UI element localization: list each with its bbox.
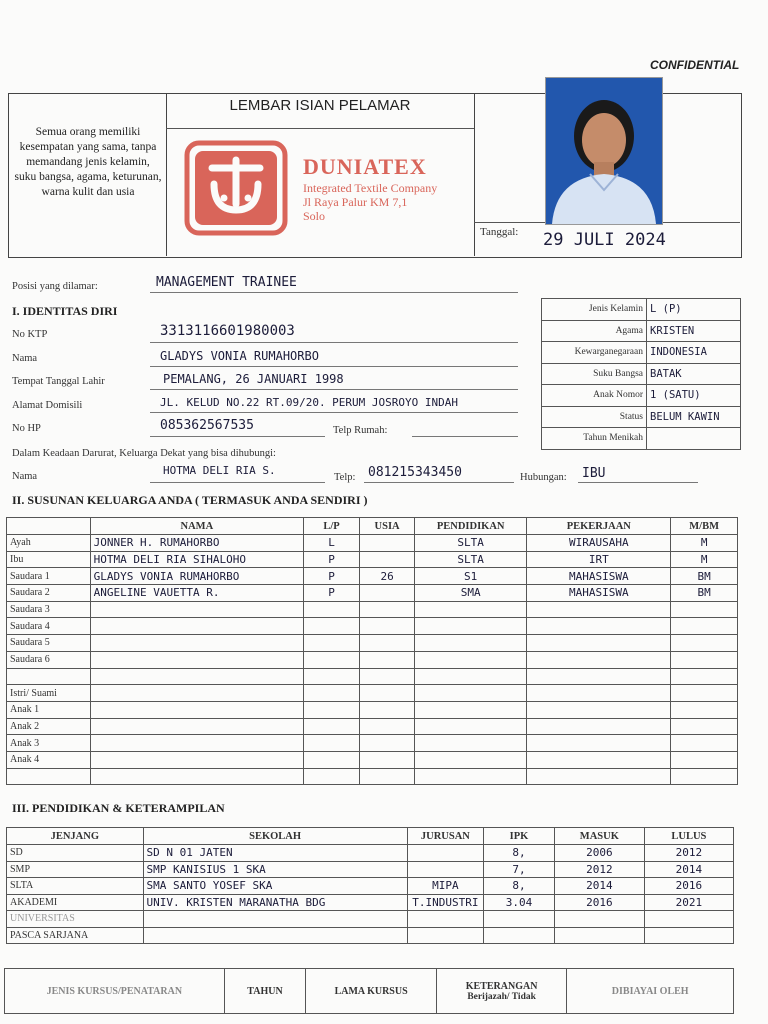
personal-info-value: KRISTEN: [647, 320, 741, 342]
family-cell: MAHASISWA: [527, 568, 671, 585]
personal-info-label: Suku Bangsa: [542, 363, 647, 385]
emergency-relation-label: Hubungan:: [520, 472, 567, 483]
family-cell: [360, 535, 415, 552]
education-cell: 7,: [484, 861, 555, 878]
personal-info-label: Anak Nomor: [542, 385, 647, 407]
company-subtitle: Integrated Textile Company: [303, 181, 438, 195]
confidential-label: CONFIDENTIAL: [650, 58, 740, 72]
family-cell: [360, 651, 415, 668]
education-cell: SD N 01 JATEN: [143, 845, 407, 862]
family-row: [7, 701, 738, 718]
education-cell: [407, 861, 483, 878]
education-row: [7, 878, 734, 895]
family-cell: [90, 751, 303, 768]
family-cell: [671, 651, 738, 668]
family-table: [6, 517, 738, 785]
family-row-label: Anak 2: [7, 718, 91, 735]
emergency-phone-value: 081215343450: [368, 465, 462, 480]
education-cell: [407, 911, 483, 928]
education-level: UNIVERSITAS: [7, 911, 144, 928]
education-column-header: IPK: [484, 828, 555, 845]
family-row-label: [7, 668, 91, 685]
family-cell: [527, 635, 671, 652]
family-column-header: [7, 518, 91, 535]
personal-info-row: [542, 299, 741, 321]
education-row: [7, 927, 734, 944]
courses-table: [4, 968, 734, 1014]
family-row: [7, 718, 738, 735]
family-cell: M: [671, 551, 738, 568]
education-level: SD: [7, 845, 144, 862]
family-cell: 26: [360, 568, 415, 585]
family-row: [7, 601, 738, 618]
family-cell: [304, 635, 360, 652]
hp-value: 085362567535: [160, 418, 254, 433]
personal-info-row: [542, 342, 741, 364]
family-cell: [527, 685, 671, 702]
family-cell: [415, 618, 527, 635]
family-cell: SLTA: [415, 551, 527, 568]
family-cell: P: [304, 568, 360, 585]
family-cell: [304, 751, 360, 768]
personal-info-value: INDONESIA: [647, 342, 741, 364]
personal-info-label: Status: [542, 406, 647, 428]
education-cell: SMA SANTO YOSEF SKA: [143, 878, 407, 895]
ktp-value: 3313116601980003: [160, 323, 295, 339]
family-cell: ANGELINE VAUETTA R.: [90, 585, 303, 602]
family-row: [7, 635, 738, 652]
family-cell: BM: [671, 568, 738, 585]
family-row-label: Anak 4: [7, 751, 91, 768]
family-cell: [415, 668, 527, 685]
personal-info-value: [647, 428, 741, 450]
education-cell: 2014: [644, 861, 733, 878]
family-row: [7, 551, 738, 568]
education-column-header: LULUS: [644, 828, 733, 845]
family-row: [7, 751, 738, 768]
family-cell: [527, 668, 671, 685]
family-cell: [527, 735, 671, 752]
personal-info-value: BATAK: [647, 363, 741, 385]
family-cell: [360, 618, 415, 635]
education-cell: 2014: [554, 878, 644, 895]
family-cell: [304, 768, 360, 785]
education-cell: 8,: [484, 878, 555, 895]
personal-info-label: Jenis Kelamin: [542, 299, 647, 321]
education-cell: 2016: [644, 878, 733, 895]
education-row: [7, 861, 734, 878]
family-cell: [527, 718, 671, 735]
education-cell: [143, 927, 407, 944]
family-cell: [671, 685, 738, 702]
family-cell: SLTA: [415, 535, 527, 552]
personal-info-row: [542, 385, 741, 407]
course-column-header: TAHUN: [224, 969, 306, 1014]
personal-info-row: [542, 406, 741, 428]
family-cell: [527, 751, 671, 768]
family-cell: [304, 668, 360, 685]
family-cell: [90, 635, 303, 652]
family-cell: [90, 618, 303, 635]
family-column-header: USIA: [360, 518, 415, 535]
family-cell: [671, 635, 738, 652]
family-cell: [527, 701, 671, 718]
company-address: Jl Raya Palur KM 7,1: [303, 195, 408, 209]
family-cell: [415, 701, 527, 718]
family-cell: [360, 668, 415, 685]
personal-info-label: Tahun Menikah: [542, 428, 647, 450]
ktp-label: No KTP: [12, 329, 48, 340]
company-city: Solo: [303, 209, 326, 223]
company-name: DUNIATEX: [303, 154, 427, 179]
family-cell: [360, 701, 415, 718]
family-column-header: L/P: [304, 518, 360, 535]
birth-label: Tempat Tanggal Lahir: [12, 376, 105, 387]
family-cell: MAHASISWA: [527, 585, 671, 602]
education-column-header: MASUK: [554, 828, 644, 845]
date-value: 29 JULI 2024: [543, 230, 666, 250]
personal-info-label: Agama: [542, 320, 647, 342]
family-cell: [360, 685, 415, 702]
personal-info-label: Kewarganegaraan: [542, 342, 647, 364]
family-cell: [360, 768, 415, 785]
education-cell: 3.04: [484, 894, 555, 911]
emergency-relation-value: IBU: [582, 466, 606, 481]
family-row: [7, 585, 738, 602]
family-column-header: PENDIDIKAN: [415, 518, 527, 535]
family-row: [7, 735, 738, 752]
family-cell: L: [304, 535, 360, 552]
applicant-photo: [545, 77, 663, 225]
family-cell: [90, 685, 303, 702]
family-cell: [304, 618, 360, 635]
education-cell: SMP KANISIUS 1 SKA: [143, 861, 407, 878]
family-cell: [360, 551, 415, 568]
hp-label: No HP: [12, 423, 41, 434]
education-column-header: JURUSAN: [407, 828, 483, 845]
address-label: Alamat Domisili: [12, 400, 83, 411]
birth-value: PEMALANG, 26 JANUARI 1998: [163, 372, 344, 386]
education-cell: [554, 911, 644, 928]
family-cell: [415, 651, 527, 668]
education-cell: [484, 911, 555, 928]
family-cell: [90, 735, 303, 752]
family-row: [7, 568, 738, 585]
family-row-label: Ayah: [7, 535, 91, 552]
section-education-heading: III. PENDIDIKAN & KETERAMPILAN: [12, 801, 225, 815]
emergency-label: Dalam Keadaan Darurat, Keluarga Dekat yang bisa dihubungi:: [12, 448, 276, 459]
family-cell: [90, 701, 303, 718]
family-cell: [90, 668, 303, 685]
education-level: SLTA: [7, 878, 144, 895]
family-cell: M: [671, 535, 738, 552]
family-cell: IRT: [527, 551, 671, 568]
education-cell: MIPA: [407, 878, 483, 895]
name-value: GLADYS VONIA RUMAHORBO: [160, 349, 319, 363]
family-row-label: Saudara 5: [7, 635, 91, 652]
education-cell: [407, 845, 483, 862]
address-value: JL. KELUD NO.22 RT.09/20. PERUM JOSROYO INDAH: [160, 396, 459, 409]
family-cell: BM: [671, 585, 738, 602]
family-cell: [415, 751, 527, 768]
emergency-phone-label: Telp:: [334, 472, 356, 483]
family-cell: JONNER H. RUMAHORBO: [90, 535, 303, 552]
family-cell: [360, 735, 415, 752]
date-label: Tanggal:: [480, 226, 519, 238]
education-table: [6, 827, 734, 944]
family-cell: [415, 768, 527, 785]
education-level: AKADEMI: [7, 894, 144, 911]
form-title: LEMBAR ISIAN PELAMAR: [229, 97, 411, 114]
education-cell: 2016: [554, 894, 644, 911]
family-cell: [415, 685, 527, 702]
family-cell: [90, 651, 303, 668]
family-cell: [415, 635, 527, 652]
family-cell: [671, 768, 738, 785]
duniatex-logo: [184, 140, 288, 236]
course-column-header: KETERANGAN Berijazah/ Tidak: [436, 969, 567, 1014]
family-row-label: Saudara 1: [7, 568, 91, 585]
family-cell: HOTMA DELI RIA SIHALOHO: [90, 551, 303, 568]
personal-info-table: [541, 298, 741, 450]
family-cell: [527, 651, 671, 668]
family-row-label: Saudara 3: [7, 601, 91, 618]
family-row: [7, 535, 738, 552]
education-cell: [644, 911, 733, 928]
family-cell: [527, 768, 671, 785]
education-cell: 2012: [554, 861, 644, 878]
personal-info-value: BELUM KAWIN: [647, 406, 741, 428]
emergency-name-value: HOTMA DELI RIA S.: [163, 464, 276, 477]
family-cell: [671, 718, 738, 735]
family-cell: [304, 601, 360, 618]
family-row-label: Ibu: [7, 551, 91, 568]
family-column-header: M/BM: [671, 518, 738, 535]
family-cell: P: [304, 551, 360, 568]
family-row-label: Saudara 6: [7, 651, 91, 668]
course-column-header: JENIS KURSUS/PENATARAN: [5, 969, 225, 1014]
family-cell: P: [304, 585, 360, 602]
education-cell: 2021: [644, 894, 733, 911]
family-cell: [304, 685, 360, 702]
family-cell: [415, 735, 527, 752]
course-column-header: LAMA KURSUS: [306, 969, 437, 1014]
family-cell: [360, 585, 415, 602]
family-cell: SMA: [415, 585, 527, 602]
family-cell: [304, 651, 360, 668]
family-row-label: Saudara 2: [7, 585, 91, 602]
family-cell: [360, 601, 415, 618]
family-cell: [90, 718, 303, 735]
family-cell: [671, 668, 738, 685]
equal-opportunity-statement: Semua orang memiliki kesempatan yang sama, tanpa memandang jenis kelamin, suku bangsa, agama, keturunan, warna kulit dan usia: [14, 126, 162, 198]
family-cell: S1: [415, 568, 527, 585]
education-row: [7, 894, 734, 911]
personal-info-row: [542, 363, 741, 385]
education-cell: [143, 911, 407, 928]
family-cell: [360, 751, 415, 768]
family-cell: [671, 751, 738, 768]
education-cell: 2006: [554, 845, 644, 862]
home-phone-label: Telp Rumah:: [333, 425, 388, 436]
family-cell: [671, 701, 738, 718]
family-cell: WIRAUSAHA: [527, 535, 671, 552]
course-keterangan-sub: Berijazah/ Tidak: [467, 991, 536, 1002]
personal-info-value: 1 (SATU): [647, 385, 741, 407]
family-cell: [671, 735, 738, 752]
personal-info-row: [542, 320, 741, 342]
education-cell: [554, 927, 644, 944]
education-cell: [484, 927, 555, 944]
family-cell: [415, 601, 527, 618]
family-column-header: NAMA: [90, 518, 303, 535]
education-cell: UNIV. KRISTEN MARANATHA BDG: [143, 894, 407, 911]
course-column-header: DIBIAYAI OLEH: [567, 969, 734, 1014]
section-family-heading: II. SUSUNAN KELUARGA ANDA ( TERMASUK ANDA SENDIRI ): [12, 493, 368, 507]
name-label: Nama: [12, 353, 38, 364]
education-cell: T.INDUSTRI: [407, 894, 483, 911]
education-cell: 2012: [644, 845, 733, 862]
position-value: MANAGEMENT TRAINEE: [156, 275, 297, 290]
family-row: [7, 685, 738, 702]
family-row: [7, 651, 738, 668]
family-cell: [527, 618, 671, 635]
education-cell: [407, 927, 483, 944]
family-row-label: Istri/ Suami: [7, 685, 91, 702]
family-row-label: Saudara 4: [7, 618, 91, 635]
education-level: PASCA SARJANA: [7, 927, 144, 944]
family-cell: [304, 735, 360, 752]
family-cell: [415, 718, 527, 735]
education-level: SMP: [7, 861, 144, 878]
personal-info-value: L (P): [647, 299, 741, 321]
family-row: [7, 668, 738, 685]
family-cell: [527, 601, 671, 618]
family-row-label: [7, 768, 91, 785]
education-row: [7, 911, 734, 928]
family-column-header: PEKERJAAN: [527, 518, 671, 535]
family-cell: [304, 718, 360, 735]
family-cell: GLADYS VONIA RUMAHORBO: [90, 568, 303, 585]
education-cell: 8,: [484, 845, 555, 862]
family-row: [7, 768, 738, 785]
family-cell: [304, 701, 360, 718]
education-column-header: JENJANG: [7, 828, 144, 845]
education-column-header: SEKOLAH: [143, 828, 407, 845]
family-cell: [671, 601, 738, 618]
family-cell: [360, 635, 415, 652]
personal-info-row: [542, 428, 741, 450]
education-cell: [644, 927, 733, 944]
family-cell: [90, 768, 303, 785]
position-label: Posisi yang dilamar:: [12, 281, 98, 292]
emergency-name-label: Nama: [12, 471, 38, 482]
section-identity-heading: I. IDENTITAS DIRI: [12, 304, 118, 318]
education-row: [7, 845, 734, 862]
family-cell: [90, 601, 303, 618]
family-row: [7, 618, 738, 635]
family-row-label: Anak 3: [7, 735, 91, 752]
family-row-label: Anak 1: [7, 701, 91, 718]
family-cell: [671, 618, 738, 635]
family-cell: [360, 718, 415, 735]
